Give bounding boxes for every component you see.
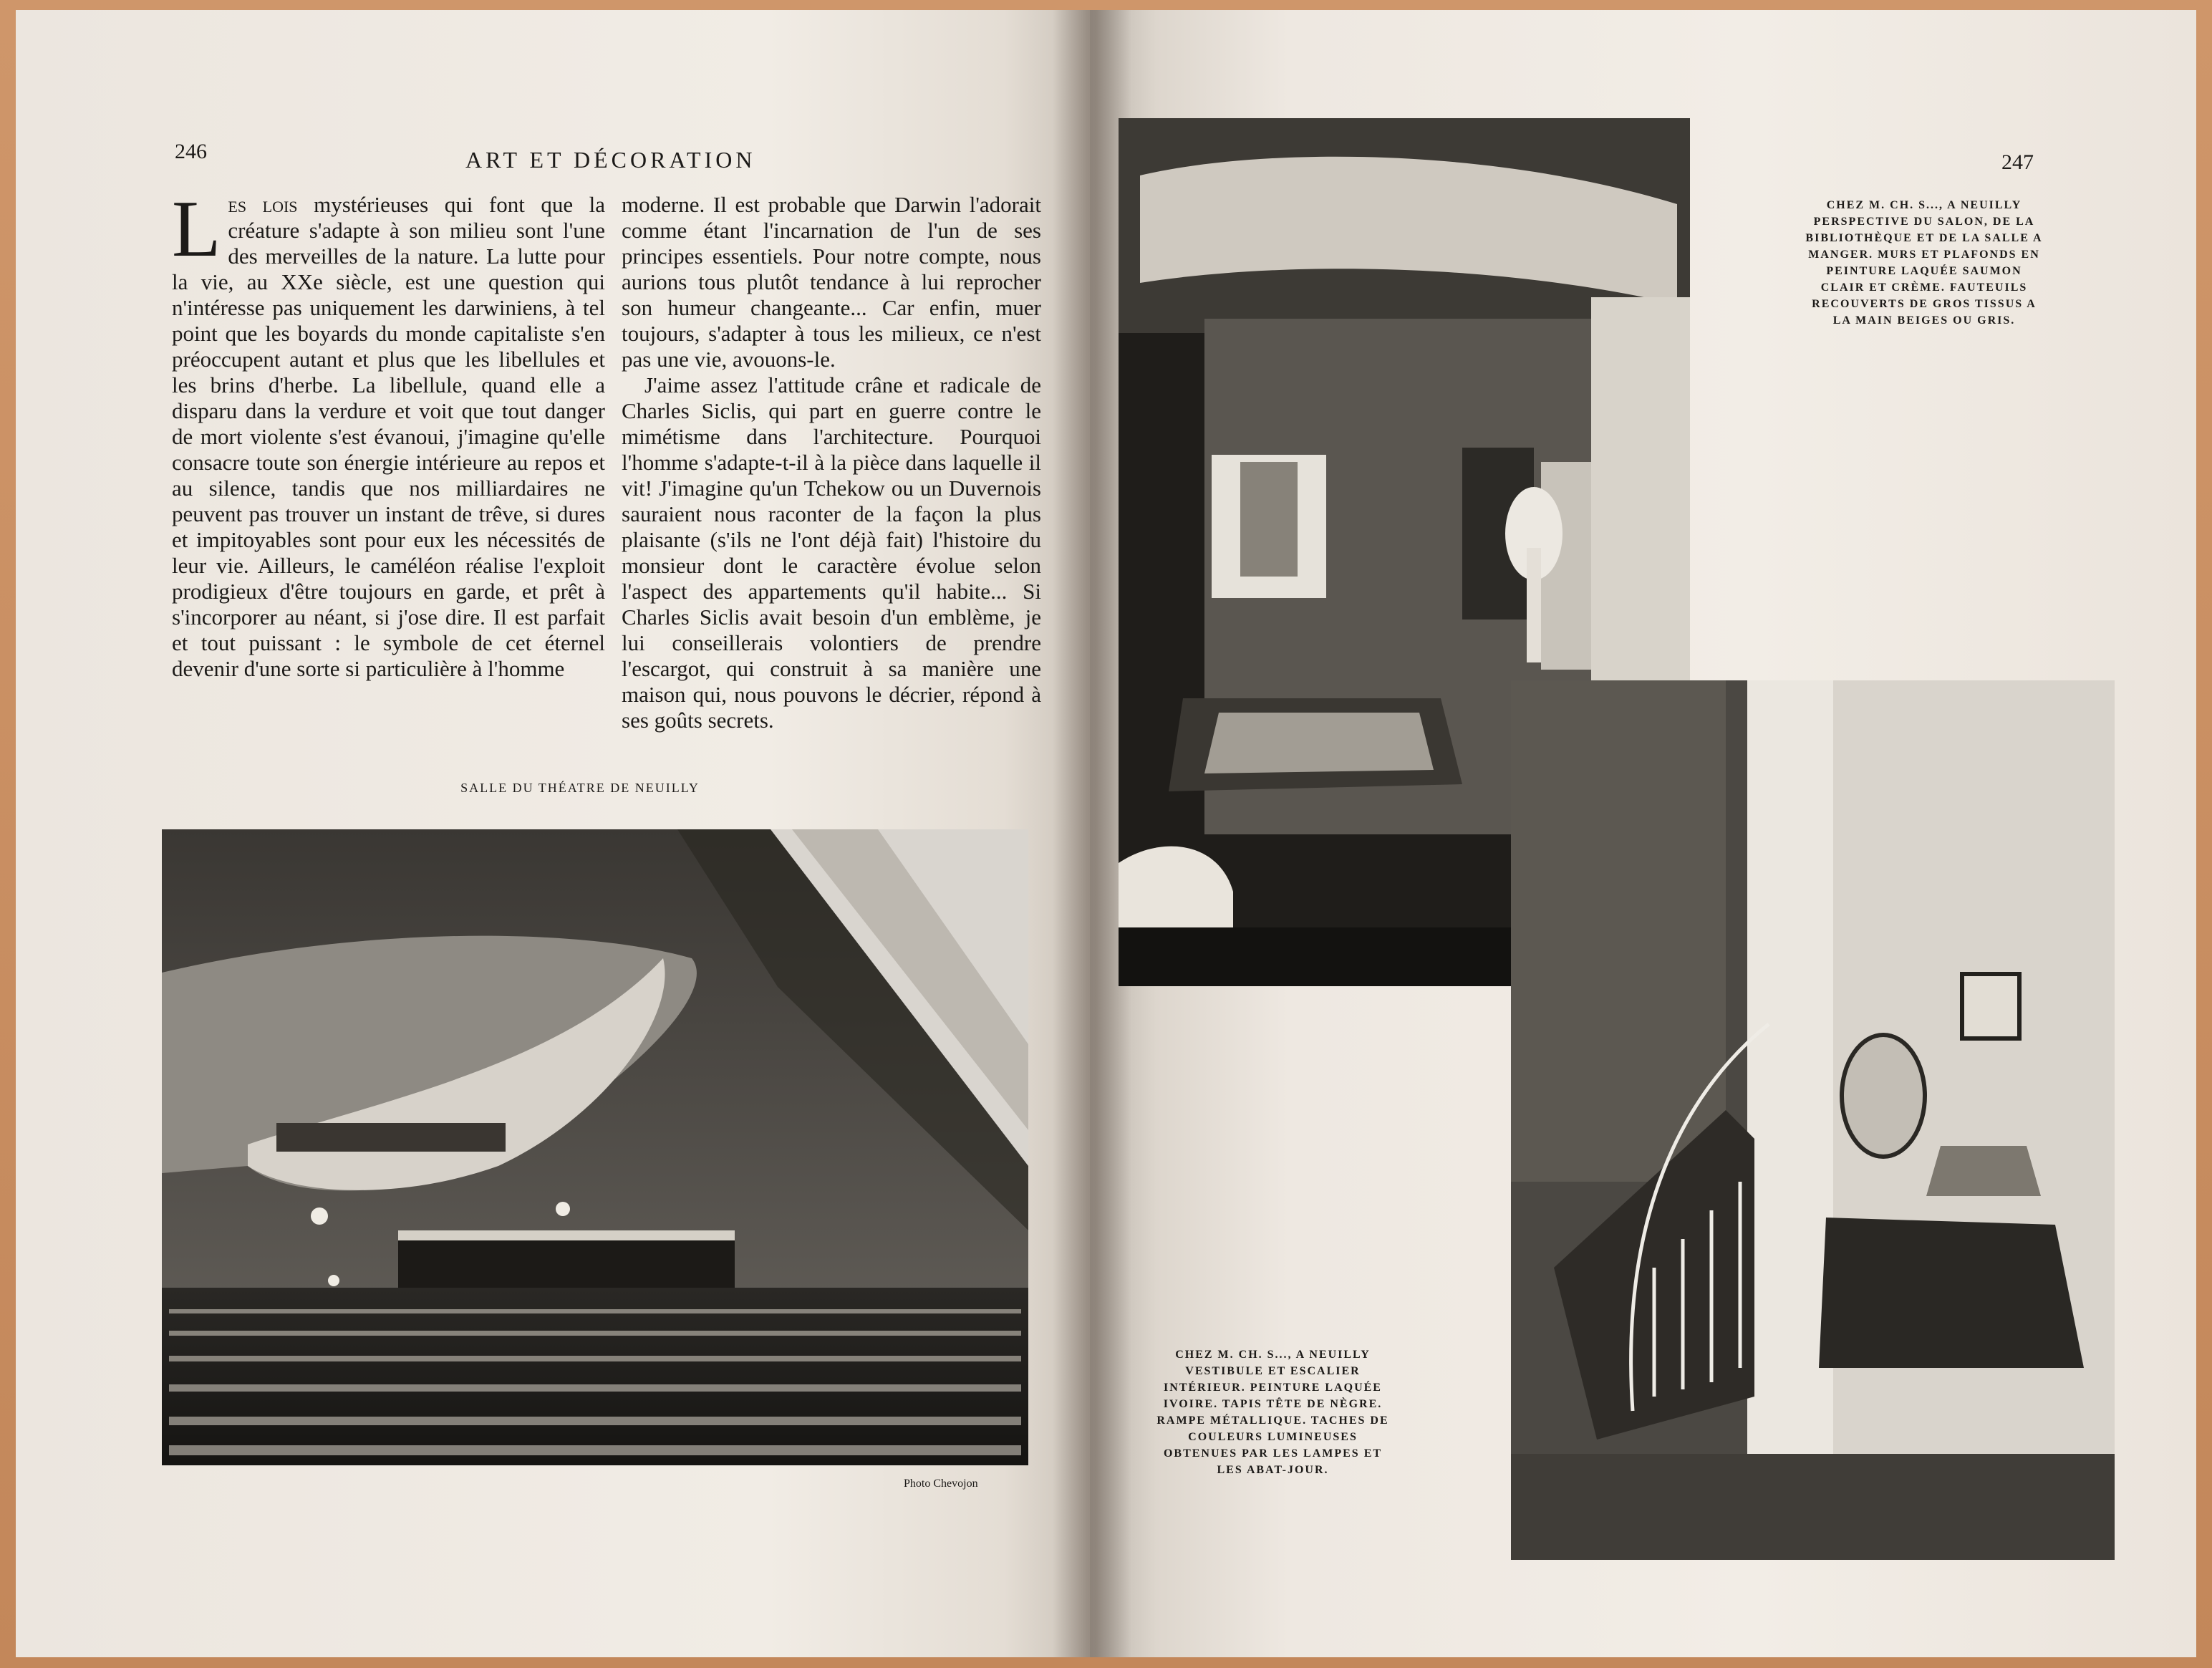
theatre-photo [162, 829, 1028, 1465]
text-column-1 [172, 185, 606, 682]
paragraph-1-continued: moderne. Il est probable que Darwin l'adorait comme étant l'incarnation de l'un de ses principes essentiels. Pour notre compte, nous aurions tous plutôt tendance à lui reprocher son humeur changeante... Car enfin, muer toujours, s'adapter à tous les milieux, ce n'est pas une vie, avouons-le. [622, 192, 1041, 372]
theatre-caption: SALLE DU THÉATRE DE NEUILLY [460, 781, 700, 795]
running-head: ART ET DÉCORATION [465, 147, 756, 173]
paragraph-2: J'aime assez l'attitude crâne et radicale de Charles Siclis, qui part en guerre contre le mimétisme dans l'architecture. Pourquoi l'homme s'adapte-t-il à la pièce dans laquelle il vit! J'imagine qu'un Tchekow ou un Duvernois sauraient nous raconter de la façon la plus plaisante (s'ils ne l'ont déjà fait) l'histoire du monsieur dont le caractère évolue selon l'aspect des appartements qu'il habite... Si Charles Siclis avait besoin d'un emblème, je lui conseillerais volontiers de prendre l'escargot, qui construit à sa manière une maison qui, nous pouvons le décrier, répond à ses goûts secrets. [622, 372, 1041, 733]
page-number-right: 247 [2001, 150, 2034, 174]
drop-cap: L [172, 185, 221, 274]
salon-caption: CHEZ M. CH. S..., A NEUILLY PERSPECTIVE DU SALON, DE LA BIBLIOTHÈQUE ET DE LA SALLE A MANGER. MURS ET PLAFONDS EN PEINTURE LAQUÉE SAUMON CLAIR ET CRÈME. FAUTEUILS RECOUVERTS DE GROS TISSUS A LA MAIN BEIGES OU GRIS. [1805, 199, 2043, 327]
column-1-body: mystérieuses qui font que la créature s'adapte à son milieu sont l'une des merveilles de la nature. La lutte pour la vie, au XXe siècle, est une question qui n'intéresse pas uniquement les darwiniens, à tel point que les boyards du monde capitaliste s'en préoccupent autant et plus que les libellules et les brins d'herbe. La libellule, quand elle a disparu dans la verdure et voit que tout danger de mort violente s'est évanoui, j'imagine qu'elle consacre toute son énergie intérieure au repos et au silence, tandis que nos milliardaires ne peuvent pas trouver un instant de trêve, si dures et impitoyables sont pour eux les nécessités de leur vie. Ailleurs, le caméléon réalise l'exploit prodigieux d'être toujours en garde, et prêt à s'incorporer au néant, si j'ose dire. Il est parfait et tout puissant : le symbole de cet éternel devenir d'une sorte si particulière à l'homme [172, 192, 606, 681]
stair-caption: CHEZ M. CH. S..., A NEUILLY VESTIBULE ET ESCALIER INTÉRIEUR. PEINTURE LAQUÉE IVOIRE. TAPIS TÊTE DE NÈGRE. RAMPE MÉTALLIQUE. TACHES DE COULEURS LUMINEUSES OBTENUES PAR LES LAMPES ET LES ABAT-JOUR. [1156, 1349, 1389, 1476]
page-number-left: 246 [175, 140, 207, 163]
lead-in: es lois [228, 192, 298, 217]
text-column-2 [622, 192, 1041, 733]
photo-credit: Photo Chevojon [904, 1477, 978, 1490]
stair-photo [1511, 680, 2115, 1560]
